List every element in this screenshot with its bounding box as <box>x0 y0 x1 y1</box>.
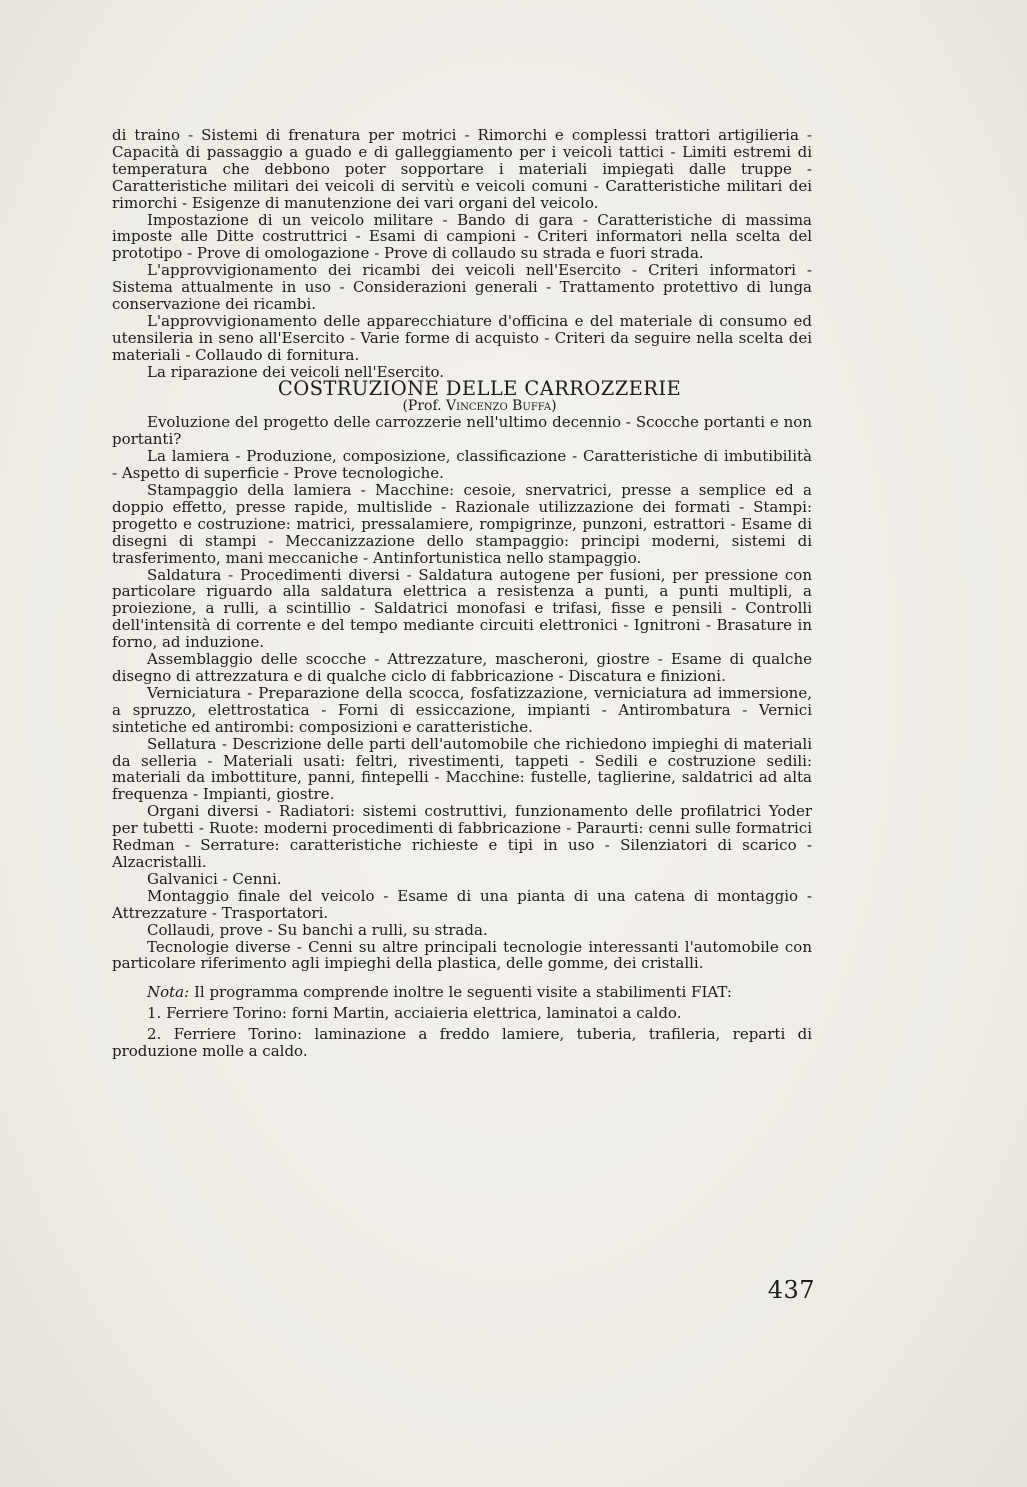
author-prefix: (Prof. <box>402 397 442 414</box>
paragraph: L'approvvigionamento delle apparecchiature d'officina e del materiale di consumo ed utensileria in seno all'Esercito - Varie forme di acquisto - Criteri da seguire nella scelta dei materiali - Collaudo di fornitura. <box>112 311 812 364</box>
nota-text: Il programma comprende inoltre le seguenti visite a stabilimenti FIAT: <box>193 983 732 1002</box>
section-title: COSTRUZIONE DELLE CARROZZERIE <box>277 376 682 400</box>
paragraph: Sellatura - Descrizione delle parti dell'automobile che richiedono impieghi di materiali da selleria - Materiali usati: feltri, rivestimenti, tappeti - Sedili e costruzione sedili: materiali da imbottiture, panni, fintepelli - Macchine: fustelle, taglierine, saldatrici ad alta frequenza - Impianti, giostre. <box>112 734 812 804</box>
page-number: 437 <box>767 1276 815 1304</box>
paragraph: Assemblaggio delle scocche - Attrezzature, mascheroni, giostre - Esame di qualche disegno di attrezzatura e di qualche ciclo di fabbricazione - Discatura e finizioni. <box>112 650 812 685</box>
paragraph: Galvanici - Cenni. <box>147 869 282 888</box>
paragraph: Verniciatura - Preparazione della scocca, fosfatizzazione, verniciatura ad immersione, a spruzzo, elettrostatica - Forni di essiccazione, impianti - Antirombatura - Vernici sintetiche ed antirombi: composizioni e caratteristiche. <box>112 683 812 736</box>
author-name: Vincenzo Buffa <box>446 397 552 414</box>
paragraph: Saldatura - Procedimenti diversi - Saldatura autogene per fusioni, per pressione con particolare riguardo alla saldatura elettrica a resistenza a punti, a punti multipli, a proiezione, a rulli, a scintillio - Saldatrici monofasi e trifasi, fisse e pensili - Controlli dell'intensità di corrente e del tempo mediante circuiti elettronici - Ignitroni - Brasature in forno, ad induzione. <box>112 565 812 652</box>
paragraph: Collaudi, prove - Su banchi a rulli, su strada. <box>147 920 488 939</box>
paragraph: Impostazione di un veicolo militare - Bando di gara - Caratteristiche di massima imposte alle Ditte costruttrici - Esami di campioni - Criteri informatori nella scelta del prototipo - Prove di omologazione - Prove di collaudo su strada e fuori strada. <box>112 210 812 263</box>
paragraph: Evoluzione del progetto delle carrozzerie nell'ultimo decennio - Scocche portanti e non portanti? <box>112 413 812 449</box>
section-author <box>112 398 812 415</box>
paragraph: L'approvvigionamento dei ricambi dei veicoli nell'Esercito - Criteri informatori - Sistema attualmente in uso - Considerazioni generali - Trattamento protettivo di lunga conservazione dei ricambi. <box>112 261 812 314</box>
nota-item: 2. Ferriere Torino: laminazione a freddo lamiere, tuberia, trafileria, reparti di produzione molle a caldo. <box>112 1025 812 1061</box>
paragraph: La lamiera - Produzione, composizione, classificazione - Caratteristiche di imbutibilità - Aspetto di superficie - Prove tecnologiche. <box>112 447 812 483</box>
author-suffix: ) <box>551 397 557 414</box>
paragraph: Montaggio finale del veicolo - Esame di una pianta di una catena di montaggio - Attrezzature - Trasportatori. <box>112 886 812 922</box>
paragraph: La riparazione dei veicoli nell'Esercito. <box>147 362 445 381</box>
paragraph: Tecnologie diverse - Cenni su altre principali tecnologie interessanti l'automobile con particolare riferimento agli impieghi della plastica, delle gomme, dei cristalli. <box>112 937 812 973</box>
nota-item: 1. Ferriere Torino: forni Martin, acciaieria elettrica, laminatoi a caldo. <box>147 1004 682 1023</box>
nota-block <box>112 984 812 1060</box>
nota-paragraph <box>112 984 812 1001</box>
paragraph: Stampaggio della lamiera - Macchine: cesoie, snervatrici, presse a semplice ed a doppio effetto, presse rapide, multislide - Razionale utilizzazione dei formati - Stampi: progetto e costruzione: matrici, pressalamiere, rompigrinze, punzoni, estrattori - Esame di disegni di stampi - Meccanizzazione dello stampaggio: principi moderni, sistemi di trasferimento, mani meccaniche - Antinfortunistica nello stampaggio. <box>112 481 812 567</box>
paragraph: Organi diversi - Radiatori: sistemi costruttivi, funzionamento delle profilatrici Yoder per tubetti - Ruote: moderni procedimenti di fabbricazione - Paraurti: cenni sulle formatrici Redman - Serrature: caratteristiche richieste e tipi in uso - Silenziatori di scarico - Alzacristalli. <box>112 802 812 871</box>
nota-label: Nota: <box>147 983 190 1002</box>
paragraph: di traino - Sistemi di frenatura per motrici - Rimorchi e complessi trattori artigilieria - Capacità di passaggio a guado e di galleggiamento per i veicoli tattici - Limiti estremi di temperatura che debbono poter sopportare i materiali impiegati dalle truppe - Caratteristiche militari dei veicoli di servitù e veicoli comuni - Caratteristiche militari dei rimorchi - Esigenze di manutenzione dei vari organi del veicolo. <box>112 126 812 212</box>
body-text <box>112 127 812 1064</box>
